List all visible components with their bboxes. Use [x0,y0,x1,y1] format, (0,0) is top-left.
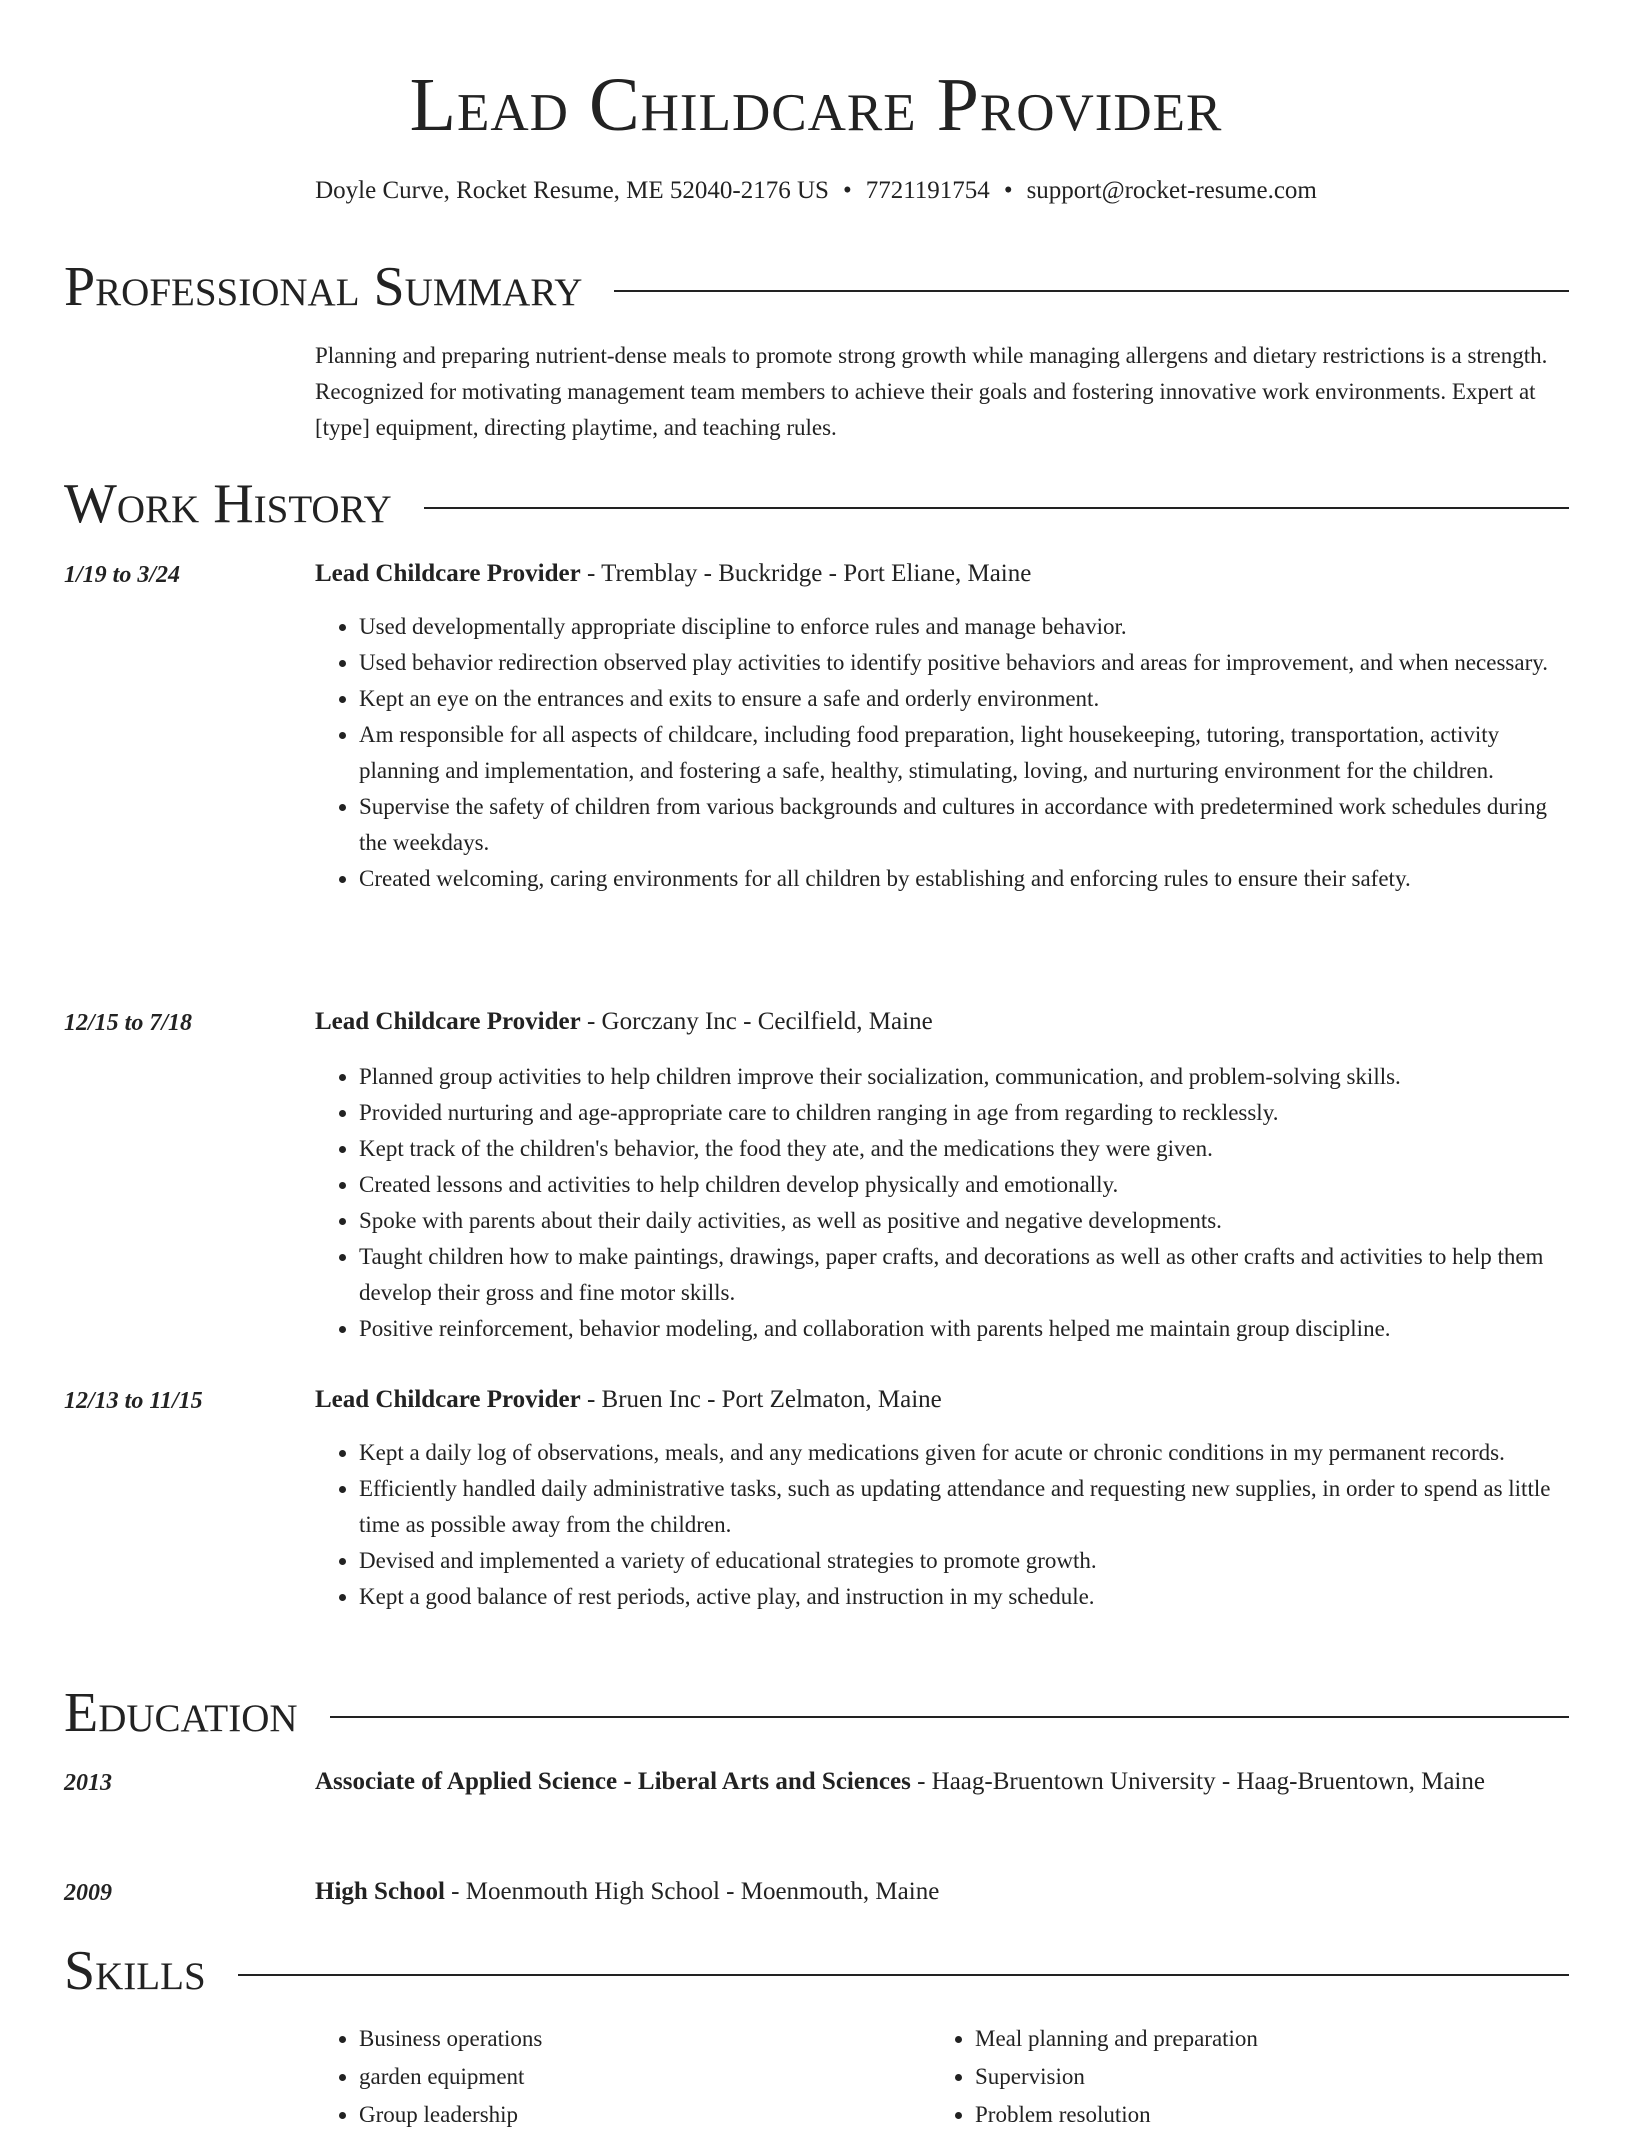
contact-address: Doyle Curve, Rocket Resume, ME 52040-2176 US [315,177,829,204]
job-bullets [315,1059,1570,1347]
contact-separator: • [842,177,852,204]
list-item: • Kept a daily log of observations, meals, and any medications given for acute or chronic conditions in my permanent records. [359,1435,1570,1471]
list-item: • Used developmentally appropriate discipline to enforce rules and manage behavior. [359,609,1570,645]
job-heading [315,1381,1570,1419]
section-title: Education [64,1682,298,1744]
contact-line [0,174,1632,208]
section-title: Work History [64,473,392,535]
education-degree: Associate of Applied Science - Liberal Arts and Sciences [315,1768,911,1795]
list-item: • Efficiently handled daily administrative tasks, such as updating attendance and requesting new supplies, in order to spend as little time as possible away from the children. [359,1471,1570,1543]
job-dates: 12/15 to 7/18 [64,1010,193,1036]
list-item: • Positive reinforcement, behavior modeling, and collaboration with parents helped me maintain group discipline. [359,1311,1570,1347]
contact-phone: 7721191754 [865,177,990,204]
education-degree: High School [315,1878,445,1905]
list-item: • Spoke with parents about their daily activities, as well as positive and negative developments. [359,1203,1570,1239]
job-dates: 12/13 to 11/15 [64,1388,203,1414]
job-employer: - Tremblay - Buckridge - Port Eliane, Maine [580,560,1032,587]
job-heading [315,1003,1570,1041]
job-heading [315,555,1570,593]
section-heading-skills [64,1939,1569,2003]
education-year: 2013 [64,1770,112,1796]
list-item: • Provided nurturing and age-appropriate care to children ranging in age from regarding to recklessly. [359,1095,1570,1131]
section-title: Skills [64,1940,206,2002]
skill-item: • Supervision [975,2058,1531,2096]
resume-title: Lead Childcare Provider [409,63,1223,147]
job-bullets [315,609,1570,897]
list-item: • Kept a good balance of rest periods, active play, and instruction in my schedule. [359,1579,1570,1615]
section-divider [330,1716,1569,1718]
skills-list-right [931,2020,1531,2134]
education-school: - Moenmouth High School - Moenmouth, Maine [444,1878,940,1905]
section-divider [424,507,1569,509]
job-employer: - Gorczany Inc - Cecilfield, Maine [580,1008,933,1035]
list-item: • Created welcoming, caring environments for all children by establishing and enforcing rules to ensure their safety. [359,861,1570,897]
job-bullets [315,1435,1570,1615]
list-item: • Kept an eye on the entrances and exits to ensure a safe and orderly environment. [359,681,1570,717]
education-entry [315,1763,1570,1801]
job-dates: 1/19 to 3/24 [64,562,181,588]
contact-email: support@rocket-resume.com [1026,177,1317,204]
skill-item: • Business operations [359,2020,915,2058]
job-employer: - Bruen Inc - Port Zelmaton, Maine [580,1386,942,1413]
job-role: Lead Childcare Provider [315,1008,581,1035]
skill-item: • Meal planning and preparation [975,2020,1531,2058]
job-role: Lead Childcare Provider [315,560,581,587]
list-item: • Supervise the safety of children from various backgrounds and cultures in accordance with predetermined work schedules during the weekdays. [359,789,1570,861]
list-item: • Planned group activities to help children improve their socialization, communication, and problem-solving skills. [359,1059,1570,1095]
education-year: 2009 [64,1880,112,1906]
skill-item: • Group leadership [359,2096,915,2134]
section-divider [614,290,1569,292]
education-school: - Haag-Bruentown University - Haag-Bruentown, Maine [910,1768,1485,1795]
summary-text: Planning and preparing nutrient-dense meals to promote strong growth while managing allergens and dietary restrictions is a strength. Recognized for motivating management team members to achieve their goals and fostering innovative work environments. Expert at [type] equipment, directing playtime, and teaching rules. [315,343,1548,440]
education-entry [315,1873,1570,1911]
skill-item: • Problem resolution [975,2096,1531,2134]
section-heading-summary [64,255,1569,319]
section-divider [238,1974,1569,1976]
skills-list-left [315,2020,915,2134]
list-item: • Devised and implemented a variety of educational strategies to promote growth. [359,1543,1570,1579]
skill-item: • garden equipment [359,2058,915,2096]
section-title: Professional Summary [64,256,583,318]
list-item: • Am responsible for all aspects of childcare, including food preparation, light housekeeping, tutoring, transportation, activity planning and implementation, and fostering a safe, healthy, stimulating, loving, and nurturing environment for the children. [359,717,1570,789]
section-heading-work [64,472,1569,536]
list-item: • Kept track of the children's behavior, the food they ate, and the medications they were given. [359,1131,1570,1167]
contact-separator: • [1003,177,1013,204]
job-role: Lead Childcare Provider [315,1386,581,1413]
section-heading-education [64,1681,1569,1745]
list-item: • Taught children how to make paintings, drawings, paper crafts, and decorations as well as other crafts and activities to help them develop their gross and fine motor skills. [359,1239,1570,1311]
list-item: • Created lessons and activities to help children develop physically and emotionally. [359,1167,1570,1203]
list-item: • Used behavior redirection observed play activities to identify positive behaviors and areas for improvement, and when necessary. [359,645,1570,681]
